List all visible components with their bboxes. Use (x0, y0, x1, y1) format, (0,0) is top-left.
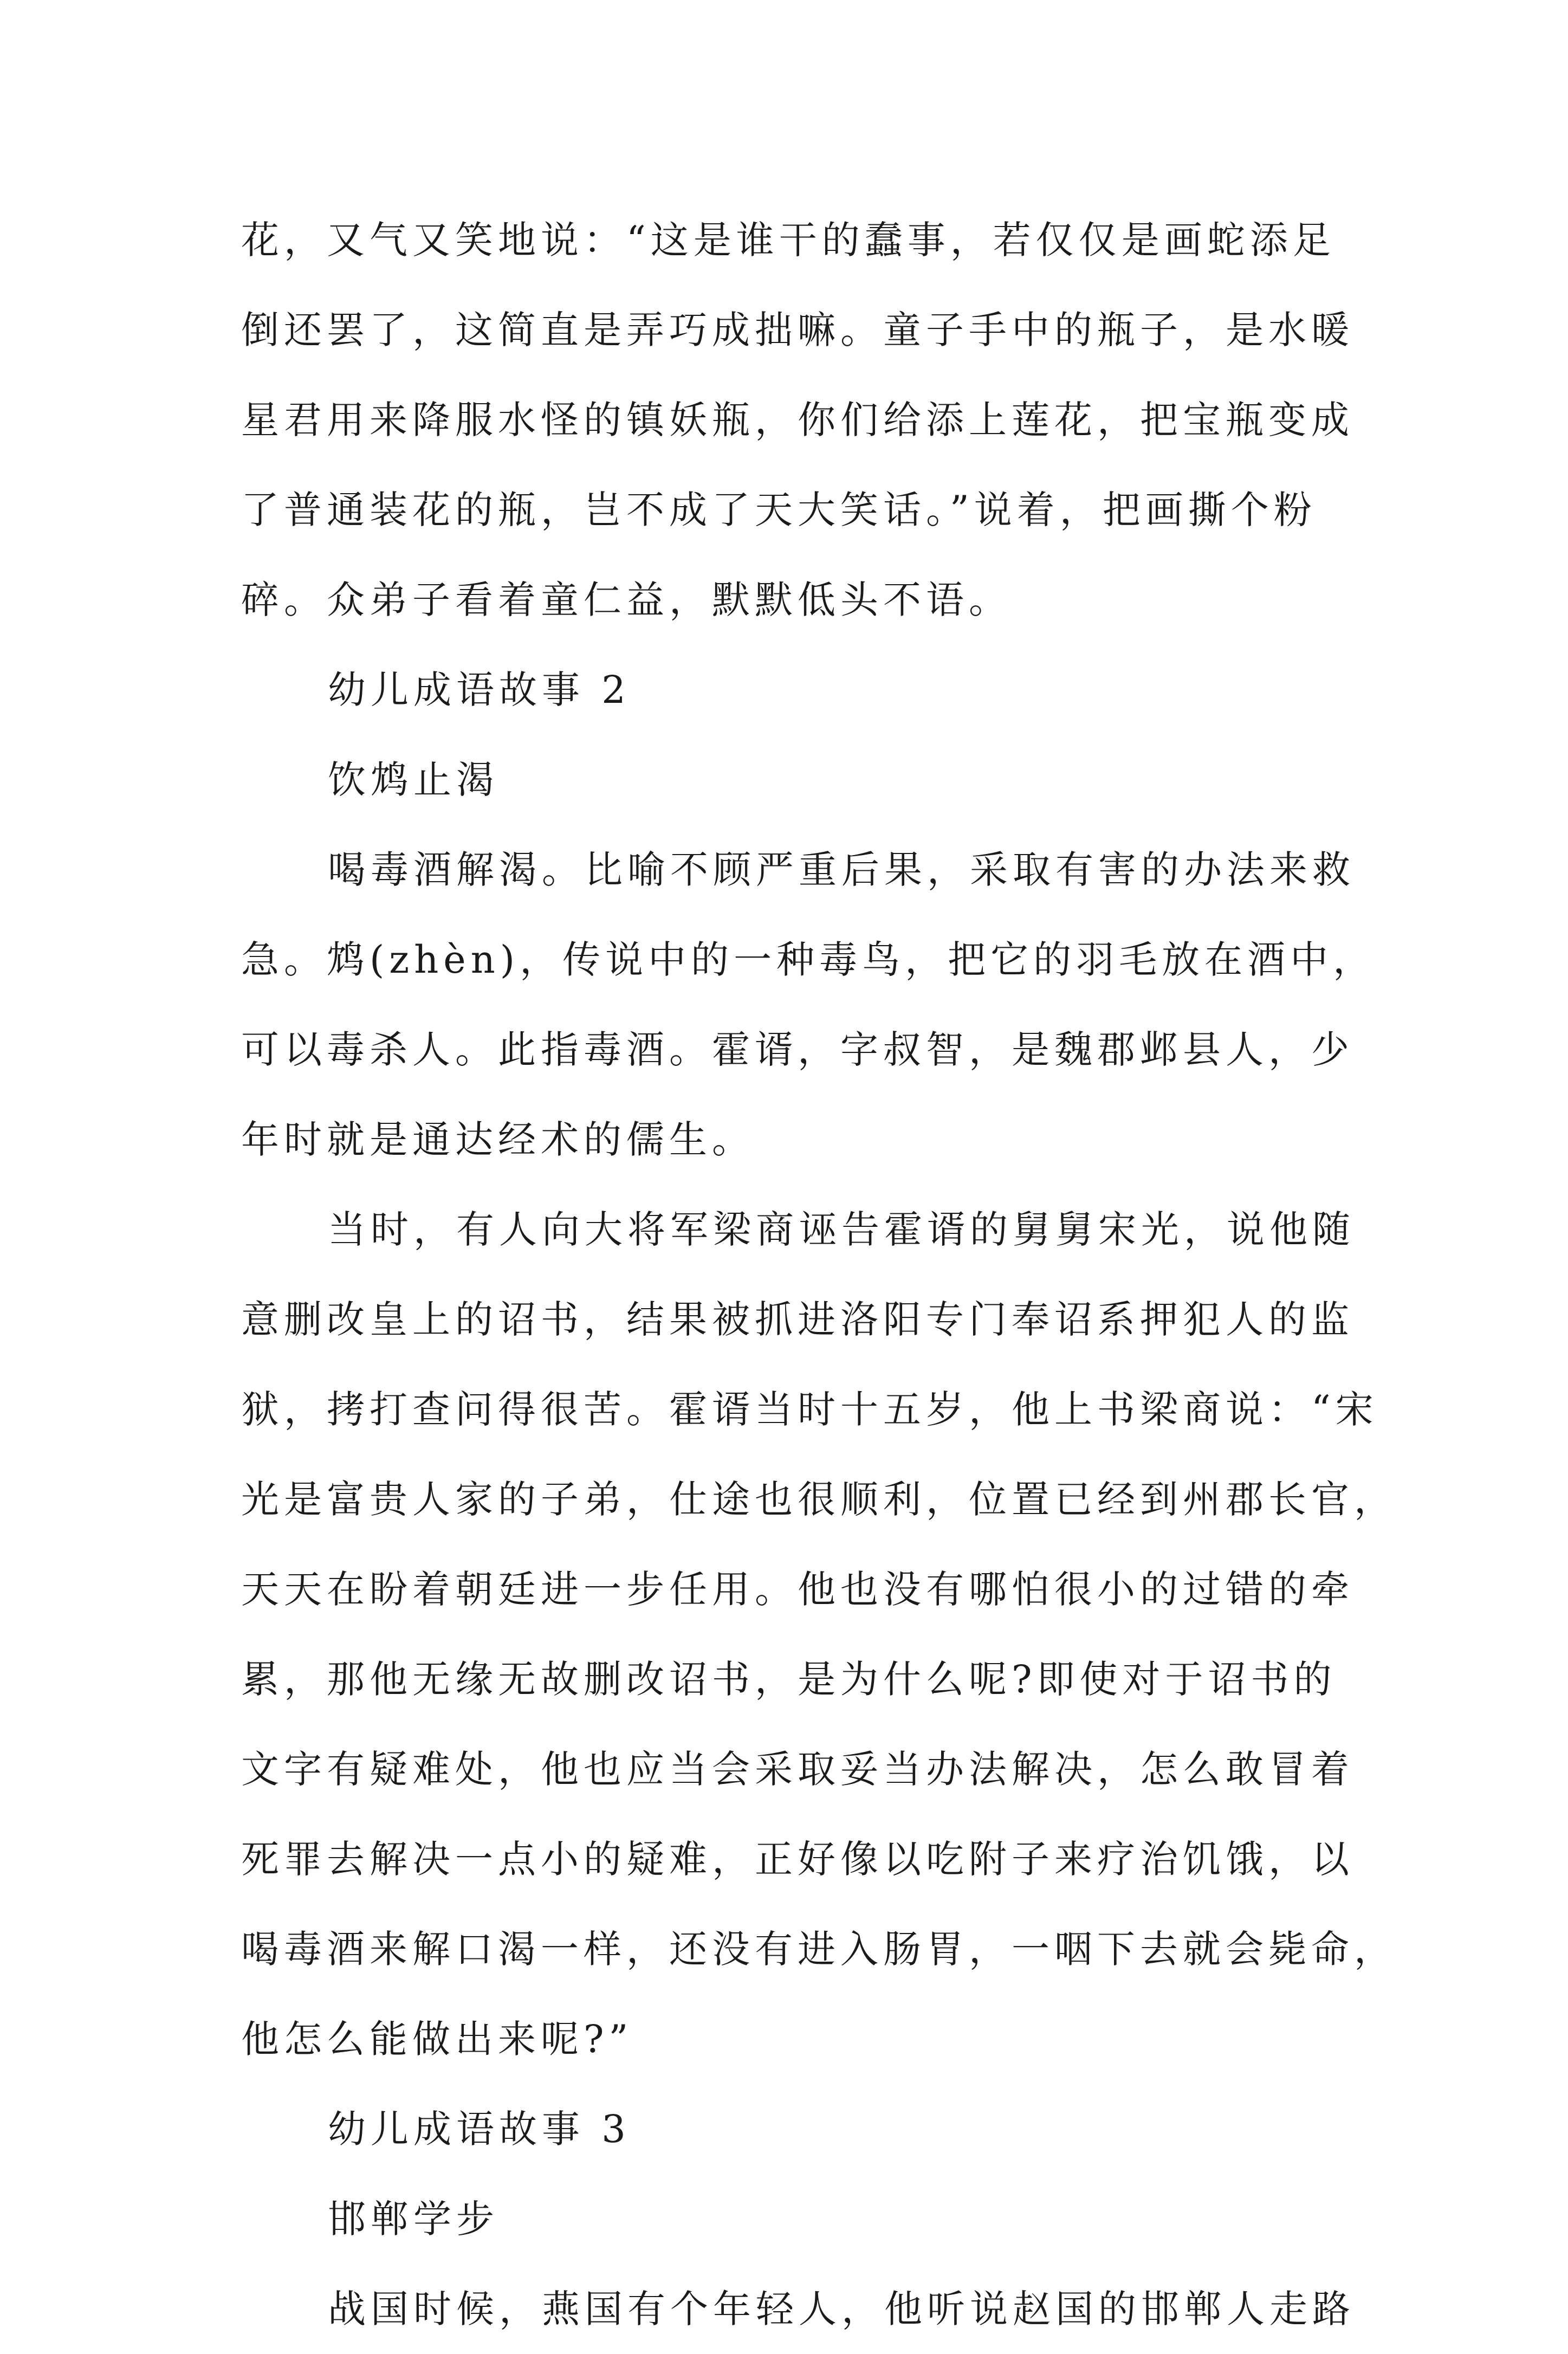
text-line: 年时就是通达经术的儒生。 (241, 1117, 755, 1162)
text-line: 光是富贵人家的子弟，仕途也很顺利，位置已经到州郡长官， (241, 1477, 1397, 1522)
text-line: 死罪去解决一点小的疑难，正好像以吃附子来疗治饥饿，以 (241, 1837, 1354, 1881)
text-line: 急。鸩(zhèn)，传说中的一种毒鸟，把它的羽毛放在酒中， (241, 937, 1376, 982)
text-line: 狱，拷打查问得很苦。霍谞当时十五岁，他上书梁商说：“宋 (241, 1387, 1378, 1432)
story-paragraph (241, 2264, 1355, 2354)
text-line: 倒还罢了，这简直是弄巧成拙嘛。童子手中的瓶子，是水暖 (241, 308, 1354, 352)
story-paragraph (241, 825, 1376, 1185)
text-line: 碎。众弟子看着童仁益，默默低头不语。 (241, 578, 1012, 622)
continued-paragraph (241, 195, 1354, 645)
document-body (241, 195, 1397, 2354)
story-title (241, 735, 1346, 825)
text-line: 花，又气又笑地说：“这是谁干的蠢事，若仅仅是画蛇添足 (241, 218, 1336, 262)
story-heading (241, 2084, 1346, 2174)
story-heading-text: 幼儿成语故事 3 (328, 2107, 631, 2151)
story-title-text: 邯郸学步 (328, 2197, 499, 2241)
story-heading-text: 幼儿成语故事 2 (328, 668, 631, 712)
text-line: 意删改皇上的诏书，结果被抓进洛阳专门奉诏系押犯人的监 (241, 1297, 1354, 1342)
text-line: 喝毒酒解渴。比喻不顾严重后果，采取有害的办法来救 (328, 848, 1355, 892)
text-line: 累，那他无缘无故删改诏书，是为什么呢?即使对于诏书的 (241, 1657, 1337, 1702)
story-title-text: 饮鸩止渴 (328, 758, 499, 802)
text-line: 当时，有人向大将军梁商诬告霍谞的舅舅宋光，说他随 (328, 1207, 1355, 1252)
text-line: 了普通装花的瓶，岂不成了天大笑话。”说着，把画撕个粉 (241, 488, 1317, 532)
story-heading (241, 645, 1346, 735)
text-line: 文字有疑难处，他也应当会采取妥当办法解决，怎么敢冒着 (241, 1747, 1354, 1792)
text-line: 喝毒酒来解口渴一样，还没有进入肠胃，一咽下去就会毙命， (241, 1927, 1397, 1971)
text-line: 天天在盼着朝廷进一步任用。他也没有哪怕很小的过错的牵 (241, 1567, 1354, 1612)
text-line: 战国时候，燕国有个年轻人，他听说赵国的邯郸人走路 (328, 2287, 1355, 2331)
text-line: 星君用来降服水怪的镇妖瓶，你们给添上莲花，把宝瓶变成 (241, 398, 1354, 442)
text-line: 可以毒杀人。此指毒酒。霍谞，字叔智，是魏郡邺县人，少 (241, 1027, 1354, 1072)
text-line: 他怎么能做出来呢?” (241, 2017, 633, 2061)
story-paragraph (241, 1185, 1397, 2084)
story-title (241, 2174, 1346, 2264)
